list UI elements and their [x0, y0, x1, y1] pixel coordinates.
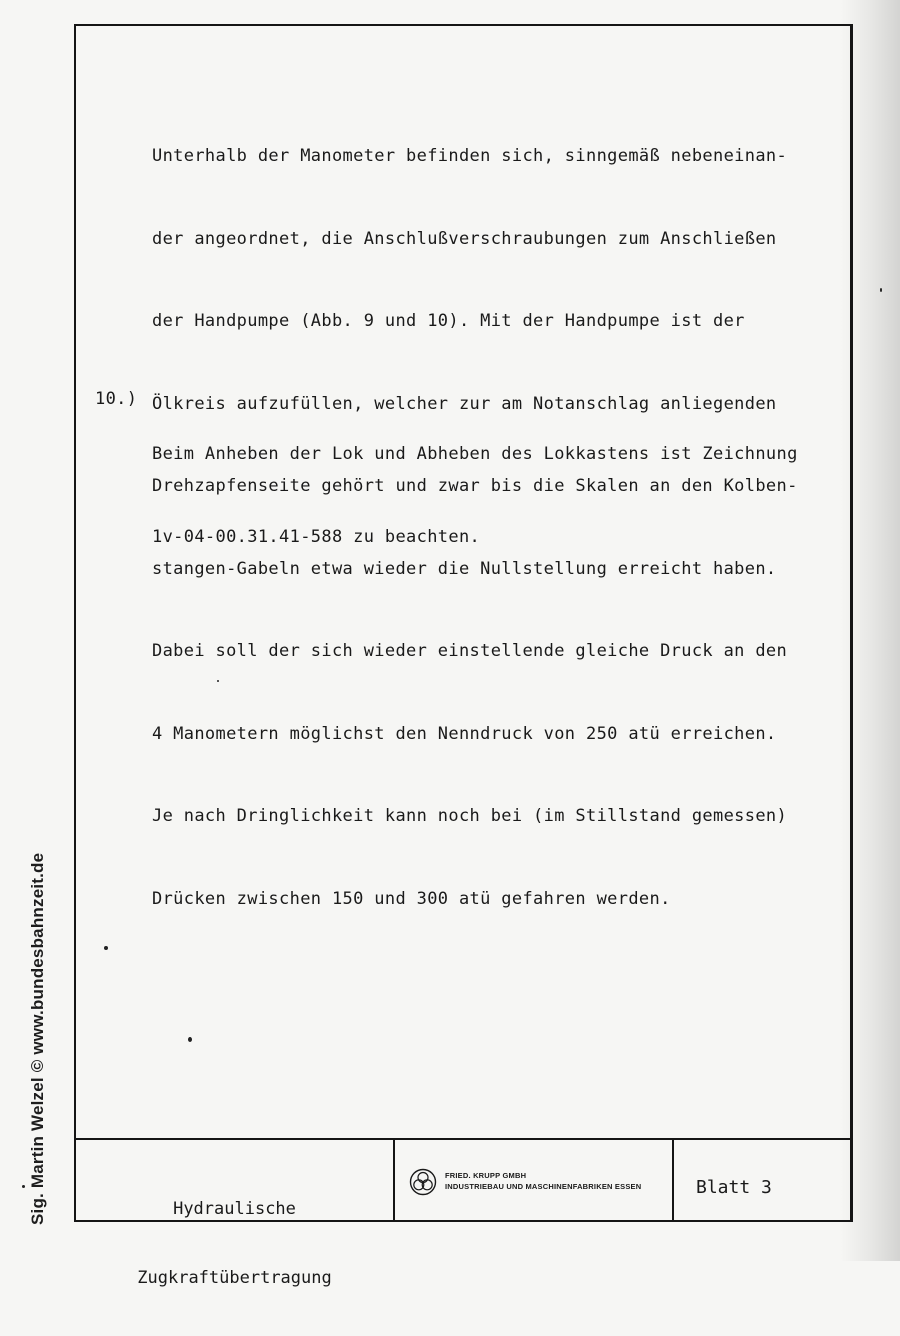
title-line: Hydraulische	[173, 1199, 296, 1219]
paragraph-line: Unterhalb der Manometer befinden sich, sinngemäß nebeneinan-	[152, 146, 788, 166]
manufacturer-cell	[395, 1140, 674, 1222]
sheet-cell	[674, 1140, 850, 1222]
title-line: Zugkraftübertragung	[137, 1268, 332, 1288]
sheet-number: Blatt 3	[696, 1177, 772, 1198]
scan-speck	[217, 680, 219, 682]
manufacturer-line: FRIED. KRUPP GMBH	[445, 1171, 527, 1180]
scan-speck	[188, 1037, 192, 1042]
paragraph-line: der Handpumpe (Abb. 9 und 10). Mit der Handpumpe ist der	[152, 311, 745, 331]
paragraph-line: Je nach Dringlichkeit kann noch bei (im Stillstand gemessen)	[152, 806, 788, 826]
paragraph-line: 4 Manometern möglichst den Nenndruck von 250 atü erreichen.	[152, 723, 777, 744]
paragraph-line: Dabei soll der sich wieder einstellende gleiche Druck an den	[152, 641, 788, 661]
paragraph-line: Drehzapfenseite gehört und zwar bis die Skalen an den Kolben-	[152, 476, 798, 496]
paragraph-line: stangen-Gabeln etwa wieder die Nullstellung erreicht haben.	[152, 558, 777, 579]
document-title	[74, 1152, 395, 1336]
paragraph-line: Drücken zwischen 150 und 300 atü gefahren werden.	[152, 888, 671, 909]
item-text	[152, 386, 798, 606]
paragraph-line: der angeordnet, die Anschlußverschraubungen zum Anschließen	[152, 228, 777, 249]
item-line: 1v-04-00.31.41-588 zu beachten.	[152, 526, 481, 547]
title-cell	[74, 1140, 395, 1288]
scan-speck	[104, 946, 108, 950]
paragraph-line: Ölkreis aufzufüllen, welcher zur am Notanschlag anliegenden	[152, 393, 777, 414]
copyright-watermark: Sig. Martin Welzel © www.bundesbahnzeit.de	[28, 852, 47, 1225]
item-line: Beim Anheben der Lok und Abheben des Lokkastens ist Zeichnung	[152, 444, 798, 464]
scan-speck	[22, 1185, 25, 1188]
krupp-three-rings-icon	[409, 1168, 437, 1196]
title-block	[74, 1138, 853, 1288]
manufacturer-line: INDUSTRIEBAU UND MASCHINENFABRIKEN ESSEN	[445, 1182, 642, 1191]
item-number: 10.)	[95, 389, 138, 409]
manufacturer-name	[445, 1170, 641, 1192]
scan-speck	[880, 288, 882, 292]
